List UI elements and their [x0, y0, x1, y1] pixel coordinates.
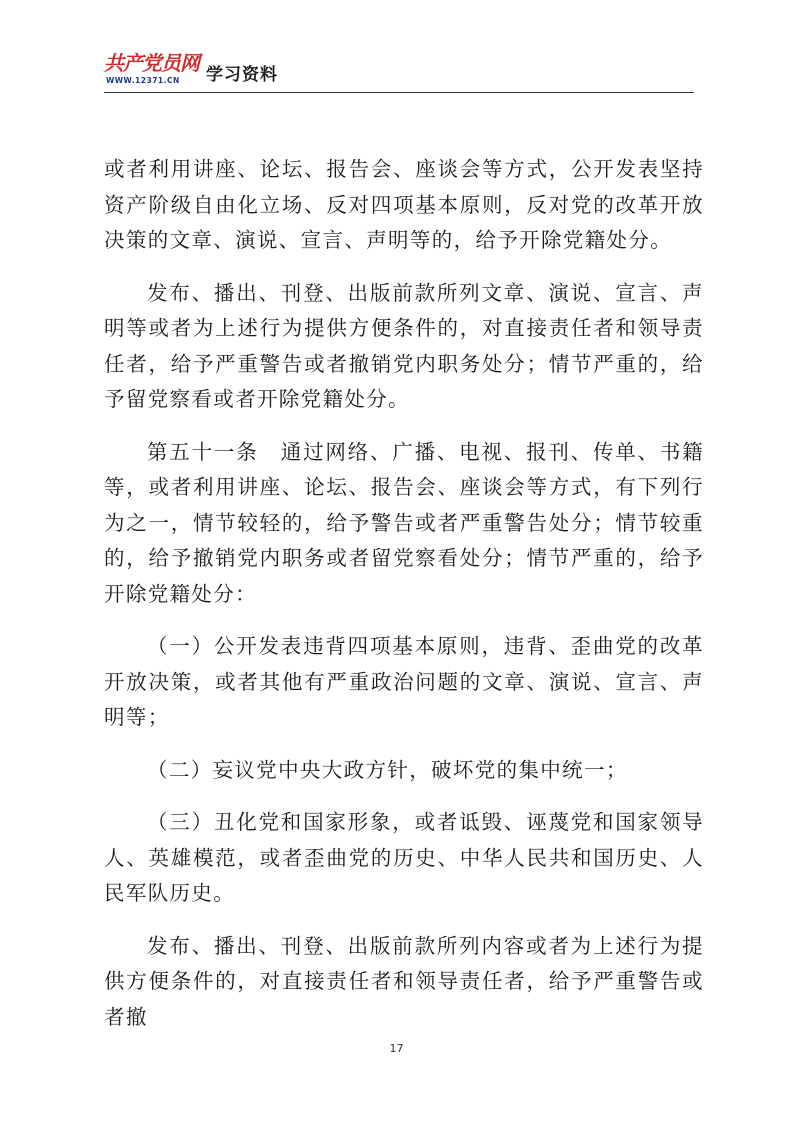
logo-url-text: WWW.12371.CN	[106, 76, 180, 85]
site-logo	[104, 51, 199, 90]
header-divider	[104, 92, 694, 93]
list-item-2: （二）妄议党中央大政方针，破坏党的集中统一；	[147, 757, 628, 782]
list-item-3: （三）丑化党和国家形象，或者诋毁、诬蔑党和国家领导人、英雄模范，或者歪曲党的历史、中华人民共和国历史、人民军队历史。	[104, 810, 704, 905]
page-number: 17	[389, 1042, 404, 1055]
logo-script-text: 共产党员网	[104, 51, 199, 75]
paragraph: 发布、播出、刊登、出版前款所列文章、演说、宣言、声明等或者为上述行为提供方便条件的，对直接责任者和领导责任者，给予严重警告或者撤销党内职务处分；情节严重的，给予留党察看或者开除党籍处分。	[104, 280, 704, 411]
paragraph: 发布、播出、刊登、出版前款所列内容或者为上述行为提供方便条件的，对直接责任者和领导责任者，给予严重警告或者撤	[104, 933, 704, 1029]
header-title: 学习资料	[206, 65, 278, 85]
list-item-1: （一）公开发表违背四项基本原则，违背、歪曲党的改革开放决策，或者其他有严重政治问题的文章、演说、宣言、声明等；	[104, 634, 704, 729]
page-header	[104, 46, 694, 94]
article-51-paragraph: 第五十一条 通过网络、广播、电视、报刊、传单、书籍等，或者利用讲座、论坛、报告会、座谈会等方式，有下列行为之一，情节较轻的，给予警告或者严重警告处分；情节较重的，给予撤销党内职务或者留党察看处分；情节严重的，给予开除党籍处分：	[104, 439, 704, 606]
paragraph-continuation: 或者利用讲座、论坛、报告会、座谈会等方式，公开发表坚持资产阶级自由化立场、反对四项基本原则，反对党的改革开放决策的文章、演说、宣言、声明等的，给予开除党籍处分。	[104, 157, 704, 252]
document-body	[104, 152, 704, 1035]
